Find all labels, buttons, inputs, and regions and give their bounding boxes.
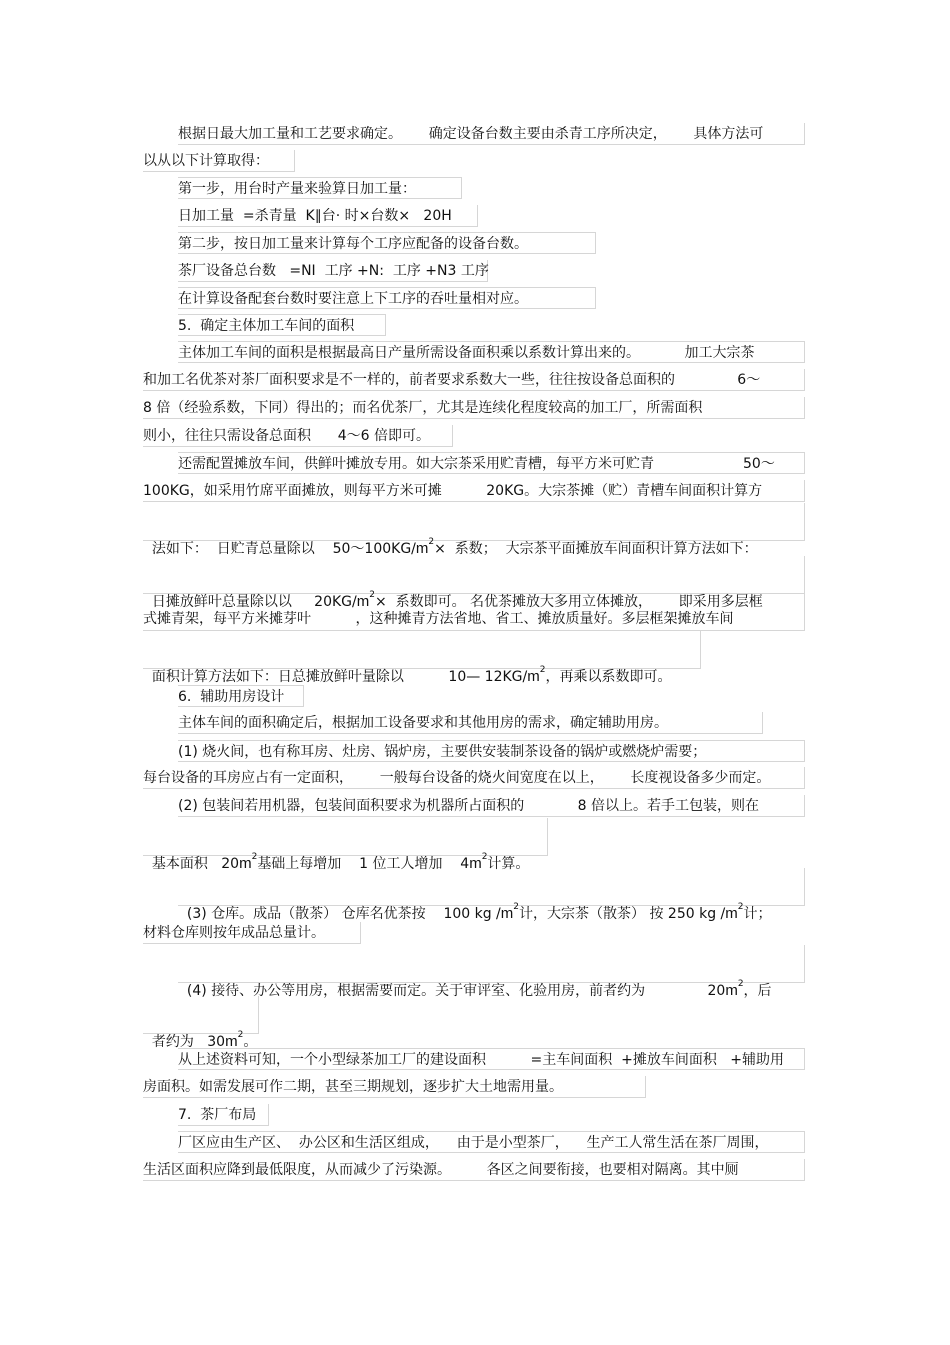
text-segment: 基础上每增加 1 位工人增加 4	[257, 856, 470, 872]
text-segment: (3) 仓库。成品（散茶） 仓库名优茶按 100 kg /	[186, 906, 501, 922]
text-line	[178, 945, 805, 999]
unit-exponent: 2	[369, 590, 375, 600]
text-line: (2) 包装间若用机器，包装间面积要求为机器所占面积的 8 倍以上。若手工包装，则在	[178, 795, 805, 817]
text-line: 100KG，如采用竹席平面摊放，则每平方米可摊 20KG。大宗茶摊（贮）青槽车间面积计算方	[143, 480, 805, 502]
text-segment: × 系数； 大宗茶平面摊放车间面积计算方法如下：	[434, 541, 758, 557]
text-line	[178, 868, 805, 922]
unit-exponent: 2	[513, 902, 520, 912]
unit-m: m	[225, 1033, 238, 1050]
text-segment: 计算。	[487, 856, 530, 872]
text-segment: 计，大宗茶（散茶） 按 250 kg /	[519, 906, 726, 922]
text-segment: 日摊放鲜叶总量除以以 20KG/	[151, 594, 357, 610]
unit-m: m	[415, 540, 429, 557]
text-line: (1) 烧火间，也有称耳房、灶房、锅炉房，主要供安装制茶设备的锅炉或燃烧炉需要；	[178, 740, 805, 762]
text-segment: 。	[243, 1034, 258, 1050]
unit-exponent: 2	[737, 979, 744, 989]
text-line	[143, 818, 548, 872]
unit-m: m	[356, 593, 370, 610]
text-line: 主体车间的面积确定后，根据加工设备要求和其他用房的需求，确定辅助用房。	[178, 712, 763, 734]
text-line	[143, 631, 701, 685]
text-segment: ，后	[743, 983, 772, 999]
text-line: 从上述资料可知，一个小型绿茶加工厂的建设面积 =主车间面积 +摊放车间面积 +辅助用	[178, 1048, 805, 1070]
formula-line: 茶厂设备总台数 =NI 工序 +N: 工序 +N3 工序	[178, 260, 488, 282]
text-segment: (4) 接待、办公等用房，根据需要而定。关于审评室、化验用房，前者约为 20	[186, 983, 726, 999]
unit-m: m	[527, 668, 540, 685]
text-segment: ，再乘以系数即可。	[545, 669, 672, 685]
text-line: 第二步，按日加工量来计算每个工序应配备的设备台数。	[178, 232, 596, 254]
unit-exponent: 2	[428, 537, 435, 547]
text-line: 根据日最大加工量和工艺要求确定。 确定设备台数主要由杀青工序所决定， 具体方法可	[178, 123, 805, 145]
text-line: 以从以下计算取得：	[143, 150, 295, 172]
text-line: 还需配置摊放车间，供鲜叶摊放专用。如大宗茶采用贮青槽，每平方米可贮青 50～	[178, 452, 805, 474]
text-line	[143, 996, 259, 1050]
unit-exponent: 2	[737, 902, 744, 912]
section-heading: 6. 辅助用房设计	[178, 685, 304, 707]
unit-exponent: 2	[481, 852, 488, 862]
unit-exponent: 2	[237, 1030, 244, 1040]
text-line: 式摊青架，每平方米摊芽叶 ，这种摊青方法省地、省工、摊放质量好。多层框架摊放车间	[143, 593, 805, 631]
text-line: 生活区面积应降到最低限度，从而减少了污染源。 各区之间要衔接，也要相对隔离。其中厕	[143, 1159, 805, 1181]
text-line: 则小，往往只需设备总面积 4～6 倍即可。	[143, 425, 453, 447]
unit-m: m	[500, 905, 514, 922]
text-line: 每台设备的耳房应占有一定面积， 一般每台设备的烧火间宽度在以上， 长度视设备多少而定。	[143, 767, 805, 789]
text-line: 材料仓库则按年成品总量计。	[143, 922, 361, 944]
text-line: 8 倍（经验系数，下同）得出的；而名优茶厂，尤其是连续化程度较高的加工厂，所需面积	[143, 397, 805, 419]
text-line: 和加工名优茶对茶厂面积要求是不一样的，前者要求系数大一些，往往按设备总面积的 6～	[143, 369, 805, 391]
text-segment: 计；	[743, 906, 772, 922]
unit-m: m	[725, 982, 738, 999]
unit-m: m	[239, 855, 252, 872]
unit-m: m	[725, 905, 738, 922]
text-segment: 面积计算方法如下：日总摊放鲜叶量除以 10— 12KG/	[151, 669, 528, 685]
unit-m: m	[469, 855, 482, 872]
text-segment: 者约为 30	[151, 1034, 226, 1050]
text-line: 第一步，用台时产量来验算日加工量：	[178, 177, 462, 199]
text-segment: × 系数即可。 名优茶摊放大多用立体摊放， 即采用多层框	[374, 594, 763, 610]
text-line	[143, 556, 805, 610]
text-line: 主体加工车间的面积是根据最高日产量所需设备面积乘以系数计算出来的。 加工大宗茶	[178, 341, 805, 363]
text-line: 房面积。如需发展可作二期，甚至三期规划，逐步扩大土地需用量。	[143, 1076, 646, 1098]
text-segment: 法如下： 日贮青总量除以 50～100KG/	[151, 541, 416, 557]
unit-exponent: 2	[539, 665, 546, 675]
text-line: 厂区应由生产区、 办公区和生活区组成， 由于是小型茶厂， 生产工人常生活在茶厂周围，	[178, 1131, 805, 1153]
section-heading: 5. 确定主体加工车间的面积	[178, 314, 386, 336]
text-line: 在计算设备配套台数时要注意上下工序的吞吐量相对应。	[178, 287, 596, 309]
formula-line: 日加工量 =杀青量 K∥台· 时×台数× 20H	[178, 205, 478, 227]
unit-exponent: 2	[251, 852, 258, 862]
section-heading: 7. 茶厂布局	[178, 1104, 269, 1126]
text-segment: 基本面积 20	[151, 856, 240, 872]
